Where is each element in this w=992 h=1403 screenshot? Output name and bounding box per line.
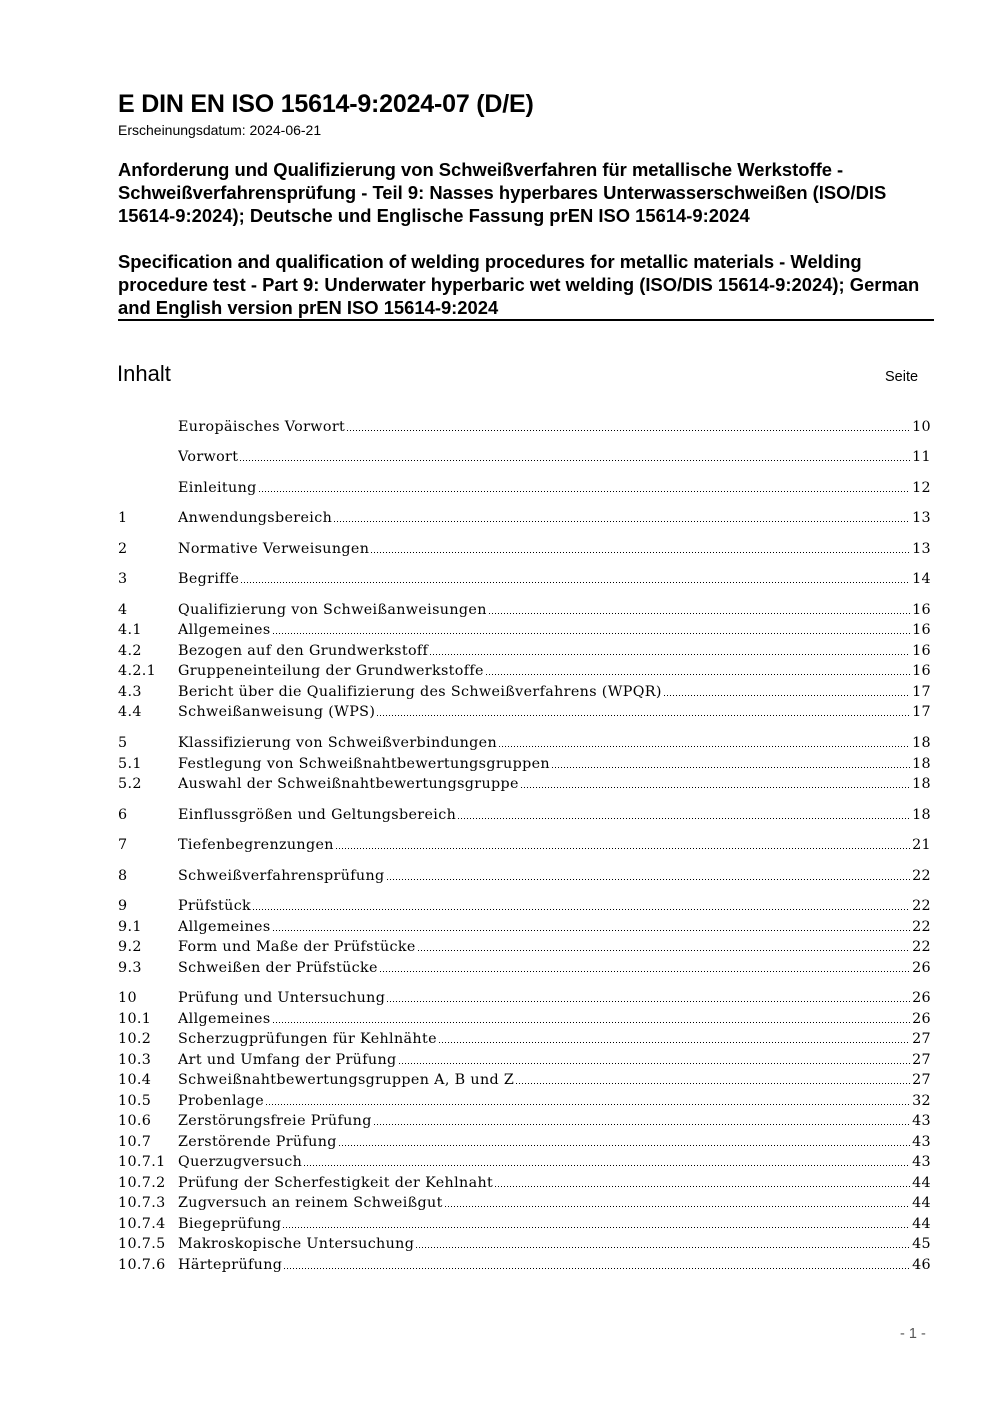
toc-entry-page: 43 <box>912 1113 931 1129</box>
toc-entry-page: 16 <box>912 602 931 618</box>
toc-entry-page: 26 <box>912 960 931 976</box>
toc-entry[interactable] <box>118 958 931 979</box>
toc-entry[interactable] <box>118 1193 931 1214</box>
toc-entry-title: Klassifizierung von Schweißverbindungen <box>178 735 498 751</box>
title-german: Anforderung und Qualifizierung von Schweißverfahren für metallische Werkstoffe - Schweißverfahrensprüfung - Teil 9: Nasses hyperbares Unterwasserschweißen (ISO/DIS 15614-9:2024); Deutsche und Englische Fassung prEN ISO 15614-9:2024 <box>118 159 887 226</box>
toc-entry-number: 9.1 <box>118 919 142 935</box>
toc-entry-page: 14 <box>912 571 931 587</box>
toc-entry[interactable] <box>118 417 931 438</box>
toc-entry-title: Begriffe <box>178 571 240 587</box>
toc-entry-number: 10.5 <box>118 1093 152 1109</box>
toc-entry-number: 7 <box>118 837 128 853</box>
toc-entry-title: Zugversuch an reinem Schweißgut <box>178 1195 443 1211</box>
toc-entry-title: Makroskopische Untersuchung <box>178 1236 415 1252</box>
toc-entry[interactable] <box>118 937 931 958</box>
toc-entry-number: 10.4 <box>118 1072 152 1088</box>
toc-entry[interactable] <box>118 508 931 529</box>
toc-leader-dots <box>486 674 910 675</box>
toc-entry-number: 10.7.2 <box>118 1175 166 1191</box>
toc-heading: Inhalt <box>117 361 171 386</box>
toc-leader-dots <box>259 491 910 492</box>
toc-entry-page: 11 <box>912 449 931 465</box>
toc-entry-title: Festlegung von Schweißnahtbewertungsgruppen <box>178 756 550 772</box>
toc-entry-title: Tiefenbegrenzungen <box>178 837 334 853</box>
toc-leader-dots <box>439 1042 910 1043</box>
toc-leader-dots <box>336 848 910 849</box>
toc-entry-title: Art und Umfang der Prüfung <box>178 1052 397 1068</box>
toc-entry-title: Biegeprüfung <box>178 1216 282 1232</box>
toc-leader-dots <box>380 971 910 972</box>
toc-entry-number: 6 <box>118 807 128 823</box>
toc-leader-dots <box>499 746 910 747</box>
toc-entry-number: 3 <box>118 571 128 587</box>
toc-leader-dots <box>266 1104 910 1105</box>
toc-entry-page: 45 <box>912 1236 931 1252</box>
toc-leader-dots <box>347 430 910 431</box>
toc-leader-dots <box>416 1247 910 1248</box>
toc-entry[interactable] <box>118 1173 931 1194</box>
toc-entry[interactable] <box>118 1132 931 1153</box>
toc-entry[interactable] <box>118 988 931 1009</box>
toc-entry-page: 26 <box>912 1011 931 1027</box>
toc-entry-page: 27 <box>912 1072 931 1088</box>
toc-entry-page: 27 <box>912 1052 931 1068</box>
toc-leader-dots <box>516 1083 910 1084</box>
toc-entry[interactable] <box>118 682 931 703</box>
toc-entry-number: 10.7.5 <box>118 1236 166 1252</box>
toc-entry-page: 12 <box>912 480 931 496</box>
toc-entry[interactable] <box>118 1111 931 1132</box>
toc-entry-page: 44 <box>912 1175 931 1191</box>
toc-leader-dots <box>458 818 910 819</box>
toc-entry-title: Bezogen auf den Grundwerkstoff <box>178 643 429 659</box>
toc-entry-title: Auswahl der Schweißnahtbewertungsgruppe <box>178 776 519 792</box>
toc-entry[interactable] <box>118 569 931 590</box>
toc-leader-dots <box>552 767 910 768</box>
toc-leader-dots <box>339 1145 910 1146</box>
toc-entry-number: 5 <box>118 735 128 751</box>
toc-entry-number: 10.7.1 <box>118 1154 166 1170</box>
toc-entry[interactable] <box>118 1070 931 1091</box>
toc-leader-dots <box>521 787 910 788</box>
toc-leader-dots <box>253 909 910 910</box>
toc-entry-number: 9.2 <box>118 939 142 955</box>
toc-entry-page: 17 <box>912 704 931 720</box>
toc-entry-title: Vorwort <box>178 449 239 465</box>
toc-entry-number: 2 <box>118 541 128 557</box>
toc-entry-title: Allgemeines <box>178 919 271 935</box>
toc-leader-dots <box>489 613 910 614</box>
toc-entry[interactable] <box>118 866 931 887</box>
toc-entry-page: 16 <box>912 622 931 638</box>
toc-entry-title: Prüfstück <box>178 898 252 914</box>
toc-entry-page: 43 <box>912 1154 931 1170</box>
toc-leader-dots <box>374 1124 910 1125</box>
toc-page-column-label: Seite <box>885 369 919 385</box>
toc-entry-page: 27 <box>912 1031 931 1047</box>
toc-entry-number: 10.7.4 <box>118 1216 166 1232</box>
toc-entry-page: 18 <box>912 756 931 772</box>
toc-entry-title: Qualifizierung von Schweißanweisungen <box>178 602 487 618</box>
toc-entry-number: 1 <box>118 510 128 526</box>
toc-entry-number: 10 <box>118 990 137 1006</box>
toc-entry-title: Querzugversuch <box>178 1154 303 1170</box>
toc-entry[interactable] <box>118 702 931 723</box>
toc-entry-title: Einleitung <box>178 480 257 496</box>
toc-leader-dots <box>284 1268 910 1269</box>
toc-entry[interactable] <box>118 478 931 499</box>
toc-entry[interactable] <box>118 774 931 795</box>
toc-entry-number: 4.3 <box>118 684 142 700</box>
toc-entry-page: 16 <box>912 663 931 679</box>
toc-leader-dots <box>371 552 910 553</box>
toc-entry-title: Schweißverfahrensprüfung <box>178 868 385 884</box>
toc-entry-page: 13 <box>912 510 931 526</box>
toc-entry[interactable] <box>118 835 931 856</box>
toc-leader-dots <box>664 695 910 696</box>
toc-entry-title: Zerstörende Prüfung <box>178 1134 337 1150</box>
toc-entry-page: 44 <box>912 1216 931 1232</box>
toc-entry-page: 22 <box>912 919 931 935</box>
toc-entry-page: 18 <box>912 776 931 792</box>
toc-entry-title: Normative Verweisungen <box>178 541 370 557</box>
toc-entry-number: 4.2 <box>118 643 142 659</box>
toc-leader-dots <box>241 582 910 583</box>
toc-entry-number: 5.2 <box>118 776 142 792</box>
toc-entry-title: Bericht über die Qualifizierung des Schweißverfahrens (WPQR) <box>178 684 662 700</box>
toc-entry-page: 21 <box>912 837 931 853</box>
toc-entry-number: 10.2 <box>118 1031 152 1047</box>
toc-entry[interactable] <box>118 539 931 560</box>
toc-entry-page: 10 <box>912 419 931 435</box>
toc-entry[interactable] <box>118 896 931 917</box>
toc-entry-title: Form und Maße der Prüfstücke <box>178 939 416 955</box>
toc-entry-title: Prüfung und Untersuchung <box>178 990 386 1006</box>
toc-leader-dots <box>495 1186 910 1187</box>
toc-entry-number: 10.1 <box>118 1011 152 1027</box>
toc-entry-page: 22 <box>912 898 931 914</box>
toc-entry-number: 5.1 <box>118 756 142 772</box>
toc-leader-dots <box>430 654 910 655</box>
toc-entry-page: 16 <box>912 643 931 659</box>
toc-entry[interactable] <box>118 1214 931 1235</box>
toc-entry-page: 26 <box>912 990 931 1006</box>
toc-entry[interactable] <box>118 1029 931 1050</box>
toc-leader-dots <box>273 930 911 931</box>
toc-entry[interactable] <box>118 1255 931 1276</box>
toc-entry-title: Zerstörungsfreie Prüfung <box>178 1113 372 1129</box>
toc-entry[interactable] <box>118 641 931 662</box>
document-id: E DIN EN ISO 15614-9:2024-07 (D/E) <box>118 90 534 118</box>
toc-entry-title: Härteprüfung <box>178 1257 283 1273</box>
toc-entry-title: Gruppeneinteilung der Grundwerkstoffe <box>178 663 484 679</box>
toc-entry-number: 10.7.6 <box>118 1257 166 1273</box>
toc-entry-page: 18 <box>912 735 931 751</box>
toc-entry-number: 8 <box>118 868 128 884</box>
toc-leader-dots <box>445 1206 910 1207</box>
title-english: Specification and qualification of welding procedures for metallic materials - Welding procedure test - Part 9: Underwater hyperbaric wet welding (ISO/DIS 15614-9:2024); German and English version prEN ISO 15614-9:2024 <box>118 251 920 318</box>
toc-leader-dots <box>273 633 911 634</box>
toc-leader-dots <box>273 1022 911 1023</box>
toc-entry-number: 9.3 <box>118 960 142 976</box>
toc-entry-title: Allgemeines <box>178 1011 271 1027</box>
toc-entry[interactable] <box>118 447 931 468</box>
toc-entry-page: 44 <box>912 1195 931 1211</box>
header-divider <box>118 319 934 321</box>
toc-entry-page: 13 <box>912 541 931 557</box>
toc-entry-number: 4 <box>118 602 128 618</box>
toc-entry-title: Scherzugprüfungen für Kehlnähte <box>178 1031 437 1047</box>
toc-entry-number: 10.6 <box>118 1113 152 1129</box>
toc-entry-number: 4.2.1 <box>118 663 157 679</box>
toc-leader-dots <box>387 879 911 880</box>
toc-entry-title: Europäisches Vorwort <box>178 419 346 435</box>
toc-leader-dots <box>399 1063 911 1064</box>
toc-entry-title: Anwendungsbereich <box>178 510 333 526</box>
toc-entry-title: Schweißen der Prüfstücke <box>178 960 378 976</box>
toc-entry[interactable] <box>118 754 931 775</box>
toc-entry[interactable] <box>118 733 931 754</box>
toc-entry-number: 10.7 <box>118 1134 152 1150</box>
toc-leader-dots <box>387 1001 910 1002</box>
toc-leader-dots <box>304 1165 910 1166</box>
toc-leader-dots <box>240 460 910 461</box>
publication-date: Erscheinungsdatum: 2024-06-21 <box>118 122 322 138</box>
toc-entry[interactable] <box>118 600 931 621</box>
toc-entry-number: 4.1 <box>118 622 142 638</box>
toc-entry-page: 22 <box>912 939 931 955</box>
toc-entry-title: Schweißanweisung (WPS) <box>178 704 376 720</box>
toc-entry-page: 32 <box>912 1093 931 1109</box>
toc-entry[interactable] <box>118 1152 931 1173</box>
toc-leader-dots <box>283 1227 910 1228</box>
toc-entry[interactable] <box>118 1234 931 1255</box>
toc-entry-title: Allgemeines <box>178 622 271 638</box>
toc-entry-number: 9 <box>118 898 128 914</box>
page-number: - 1 - <box>900 1326 926 1342</box>
toc-entry[interactable] <box>118 1050 931 1071</box>
toc-entry-title: Schweißnahtbewertungsgruppen A, B und Z <box>178 1072 515 1088</box>
toc-entry-title: Prüfung der Scherfestigkeit der Kehlnaht <box>178 1175 494 1191</box>
toc-entry-title: Probenlage <box>178 1093 265 1109</box>
toc-entry-page: 43 <box>912 1134 931 1150</box>
toc-entry[interactable] <box>118 661 931 682</box>
toc-leader-dots <box>334 521 910 522</box>
toc-entry[interactable] <box>118 620 931 641</box>
toc-entry-title: Einflussgrößen und Geltungsbereich <box>178 807 457 823</box>
toc-entry-page: 17 <box>912 684 931 700</box>
toc-entry-page: 46 <box>912 1257 931 1273</box>
toc-leader-dots <box>377 715 910 716</box>
toc-entry-page: 22 <box>912 868 931 884</box>
toc-entry[interactable] <box>118 805 931 826</box>
toc-entry[interactable] <box>118 917 931 938</box>
toc-entry-number: 10.3 <box>118 1052 152 1068</box>
toc-leader-dots <box>418 950 910 951</box>
toc-entry[interactable] <box>118 1009 931 1030</box>
toc-entry-number: 10.7.3 <box>118 1195 166 1211</box>
toc-entry-page: 18 <box>912 807 931 823</box>
toc-entry[interactable] <box>118 1091 931 1112</box>
toc-entry-number: 4.4 <box>118 704 142 720</box>
